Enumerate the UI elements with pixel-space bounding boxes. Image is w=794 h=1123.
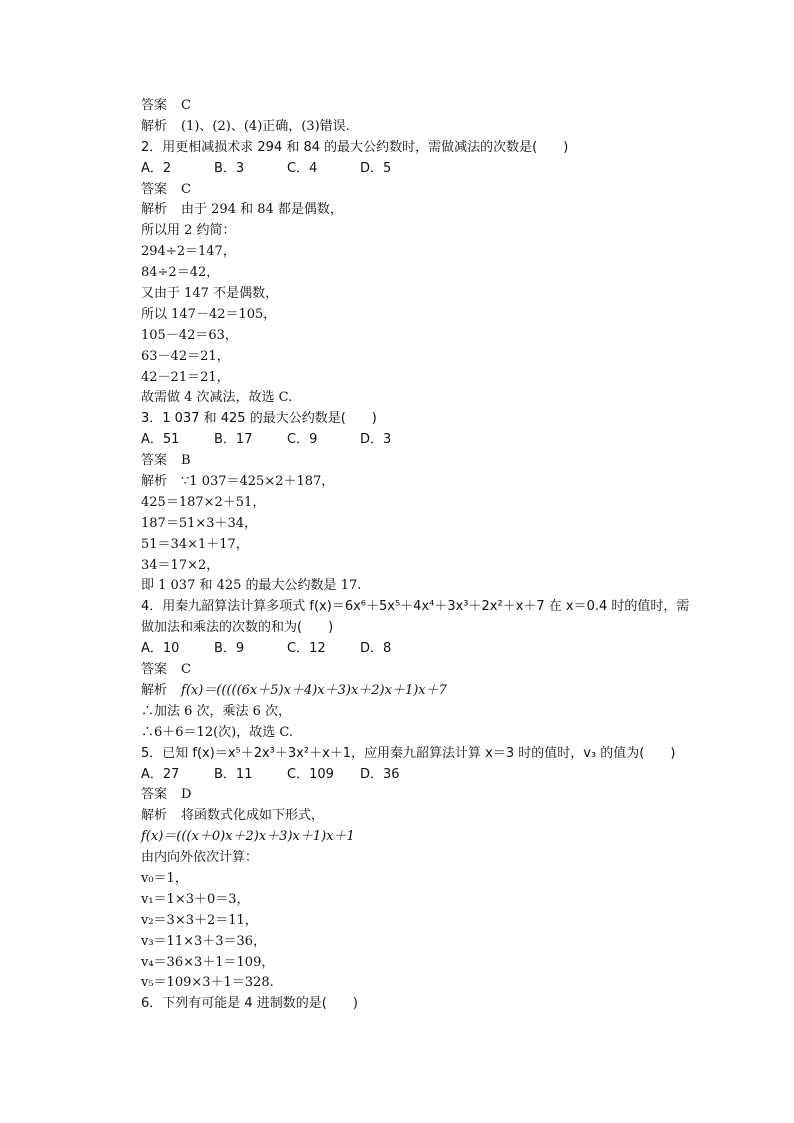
q2-answer-line [141, 180, 701, 201]
q5-option-c: C．109 [287, 766, 334, 782]
q3-analysis-line [141, 472, 701, 493]
q5-analysis-4: v₁＝1×3＋0＝3， [141, 891, 250, 907]
q2-analysis-9: 故需做 4 次减法，故选 C. [141, 390, 293, 406]
q2-option-c: C．4 [287, 160, 318, 176]
analysis-label: 解析 [141, 808, 168, 824]
q4-stem-line1: 4．用秦九韶算法计算多项式 f(x)＝6x⁶＋5x⁵＋4x⁴＋3x³＋2x²＋x＋7 在 x＝0.4 时的值时，需 [141, 599, 690, 615]
q6-stem: 6．下列有可能是 4 进制数的是( ) [141, 996, 358, 1012]
analysis-label: 解析 [141, 474, 168, 490]
q4-analysis-2: ∴6＋6＝12(次)，故选 C. [141, 724, 293, 740]
q3-analysis-4: 34＝17×2， [141, 557, 220, 573]
q5-analysis-8: v₅＝109×3＋1＝328. [141, 975, 274, 991]
answer-label: 答案 [141, 787, 168, 803]
q2-stem: 2．用更相减损术求 294 和 84 的最大公约数时，需做减法的次数是( ) [141, 139, 569, 155]
q1-answer-line [141, 96, 701, 117]
q2-analysis-5: 所以 147－42＝105， [141, 306, 277, 322]
q4-option-a: A．10 [141, 641, 180, 657]
q2-analysis-3: 84÷2＝42， [141, 265, 220, 281]
q5-answer-line [141, 785, 701, 806]
q5-option-a: A．27 [141, 766, 180, 782]
q4-analysis-0: f(x)＝(((((6x＋5)x＋4)x＋3)x＋2)x＋1)x＋7 [181, 682, 447, 698]
q2-answer: C [181, 181, 191, 197]
q2-analysis-0: 由于 294 和 84 都是偶数， [181, 202, 343, 218]
q2-analysis-1: 所以用 2 约简： [141, 223, 236, 239]
answer-label: 答案 [141, 98, 168, 113]
q2-option-b: B．3 [214, 160, 245, 176]
q3-options [141, 430, 701, 451]
document-page [141, 96, 701, 1015]
q4-answer-line [141, 660, 701, 681]
q5-analysis-1: f(x)＝(((x＋0)x＋2)x＋3)x＋1)x＋1 [141, 829, 355, 845]
q1-analysis: (1)、(2)、(4)正确，(3)错误. [181, 118, 350, 134]
answer-label: 答案 [141, 662, 168, 678]
q2-analysis-line [141, 200, 701, 221]
q3-stem: 3．1 037 和 425 的最大公约数是( ) [141, 411, 377, 427]
q3-option-b: B．17 [214, 432, 253, 448]
q5-option-b: B．11 [214, 766, 253, 782]
q5-analysis-0: 将函数式化成如下形式， [181, 808, 325, 824]
answer-label: 答案 [141, 181, 168, 197]
q2-options [141, 159, 701, 180]
q3-analysis-0: ∵1 037＝425×2＋187， [181, 474, 335, 490]
q3-analysis-1: 425＝187×2＋51， [141, 494, 266, 510]
q5-analysis-2: 由内向外依次计算： [141, 850, 259, 866]
q4-answer: C [181, 662, 191, 678]
q2-analysis-6: 105－42＝63， [141, 327, 238, 343]
q5-analysis-3: v₀＝1， [141, 870, 188, 886]
q2-analysis-7: 63－42＝21， [141, 348, 230, 364]
analysis-label: 解析 [141, 202, 168, 218]
q3-analysis-2: 187＝51×3＋34， [141, 515, 258, 531]
q2-option-a: A．2 [141, 160, 172, 176]
q3-answer-line [141, 451, 701, 472]
q1-answer: C [181, 98, 191, 113]
q2-analysis-4: 又由于 147 不是偶数， [141, 286, 279, 302]
q3-option-c: C．9 [287, 432, 318, 448]
q4-analysis-line [141, 681, 701, 702]
q5-options [141, 765, 701, 786]
analysis-label: 解析 [141, 118, 168, 134]
q4-stem-line2: 做加法和乘法的次数的和为( ) [141, 620, 334, 636]
q5-answer: D [181, 787, 192, 803]
q4-analysis-1: ∴加法 6 次，乘法 6 次， [141, 703, 292, 719]
q5-option-d: D．36 [360, 766, 400, 782]
answer-label: 答案 [141, 453, 168, 469]
q5-analysis-6: v₃＝11×3＋3＝36， [141, 933, 267, 949]
q4-options [141, 639, 701, 660]
q1-analysis-line [141, 117, 701, 138]
q3-option-a: A．51 [141, 432, 180, 448]
q5-analysis-7: v₄＝36×3＋1＝109， [141, 954, 275, 970]
q2-option-d: D．5 [360, 160, 392, 176]
q2-analysis-8: 42－21＝21， [141, 369, 230, 385]
q4-option-d: D．8 [360, 641, 392, 657]
q4-option-b: B．9 [214, 641, 245, 657]
q3-answer: B [181, 453, 191, 469]
q5-analysis-5: v₂＝3×3＋2＝11， [141, 912, 258, 928]
q3-analysis-5: 即 1 037 和 425 的最大公约数是 17. [141, 578, 362, 594]
q3-analysis-3: 51＝34×1＋17， [141, 536, 249, 552]
q5-stem: 5．已知 f(x)＝x⁵＋2x³＋3x²＋x＋1，应用秦九韶算法计算 x＝3 时的值时，v₃ 的值为( ) [141, 745, 676, 761]
q4-option-c: C．12 [287, 641, 326, 657]
analysis-label: 解析 [141, 682, 168, 698]
q5-analysis-line [141, 806, 701, 827]
q2-analysis-2: 294÷2＝147， [141, 244, 236, 260]
q3-option-d: D．3 [360, 432, 392, 448]
